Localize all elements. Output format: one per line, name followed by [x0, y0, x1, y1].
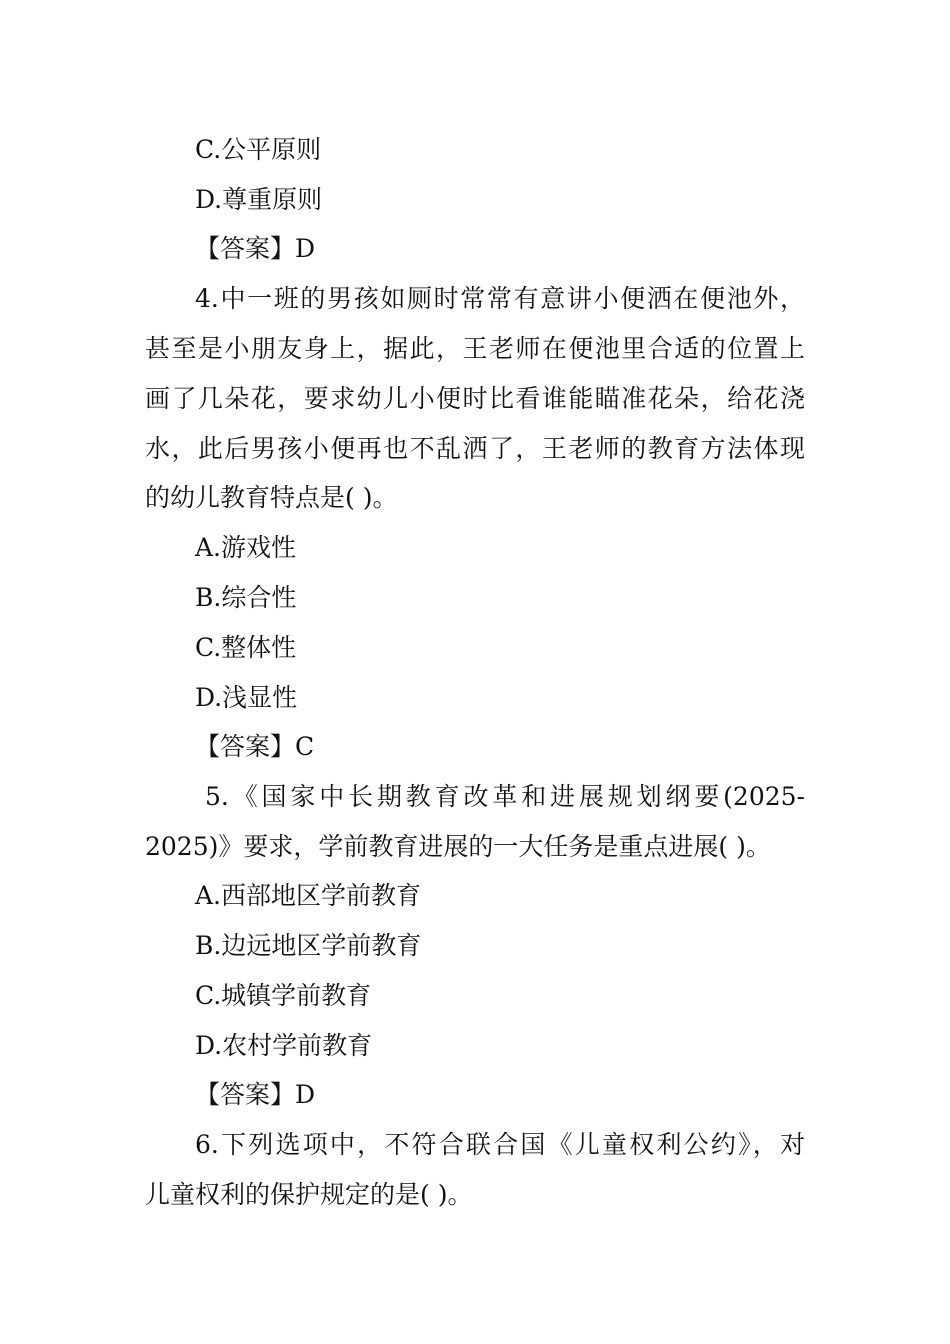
- q6-stem-line-2: 儿童权利的保护规定的是( )。: [145, 1180, 473, 1209]
- q5-answer: 【答案】D: [195, 1080, 316, 1109]
- q3-answer: 【答案】D: [195, 234, 316, 263]
- q5-stem-line-1: 5.《国家中长期教育改革和进展规划纲要(2025-: [205, 782, 805, 811]
- q6-stem-line-1: 6.下列选项中，不符合联合国《儿童权利公约》，对: [195, 1130, 805, 1159]
- q4-option-d: D.浅显性: [195, 683, 298, 712]
- q5-option-b: B.边远地区学前教育: [195, 931, 422, 960]
- q4-stem-line-2: 甚至是小朋友身上，据此，王老师在便池里合适的位置上: [145, 334, 805, 363]
- q5-stem-line-2: 2025)》要求，学前教育进展的一大任务是重点进展( )。: [145, 832, 771, 861]
- q3-option-d: D.尊重原则: [195, 185, 323, 214]
- q4-stem-line-3: 画了几朵花，要求幼儿小便时比看谁能瞄准花朵，给花浇: [145, 384, 805, 413]
- q4-stem-line-5: 的幼儿教育特点是( )。: [145, 483, 398, 512]
- q3-option-c: C.公平原则: [195, 135, 322, 164]
- q4-option-a: A.游戏性: [195, 533, 297, 562]
- q5-option-c: C.城镇学前教育: [195, 981, 372, 1010]
- q4-stem-line-1: 4.中一班的男孩如厕时常常有意讲小便洒在便池外，: [195, 284, 805, 313]
- q5-option-d: D.农村学前教育: [195, 1031, 373, 1060]
- q4-stem-line-4: 水，此后男孩小便再也不乱洒了，王老师的教育方法体现: [145, 434, 805, 463]
- q4-answer: 【答案】C: [195, 732, 315, 761]
- q4-option-c: C.整体性: [195, 633, 297, 662]
- q5-option-a: A.西部地区学前教育: [195, 881, 422, 910]
- q4-option-b: B.综合性: [195, 583, 297, 612]
